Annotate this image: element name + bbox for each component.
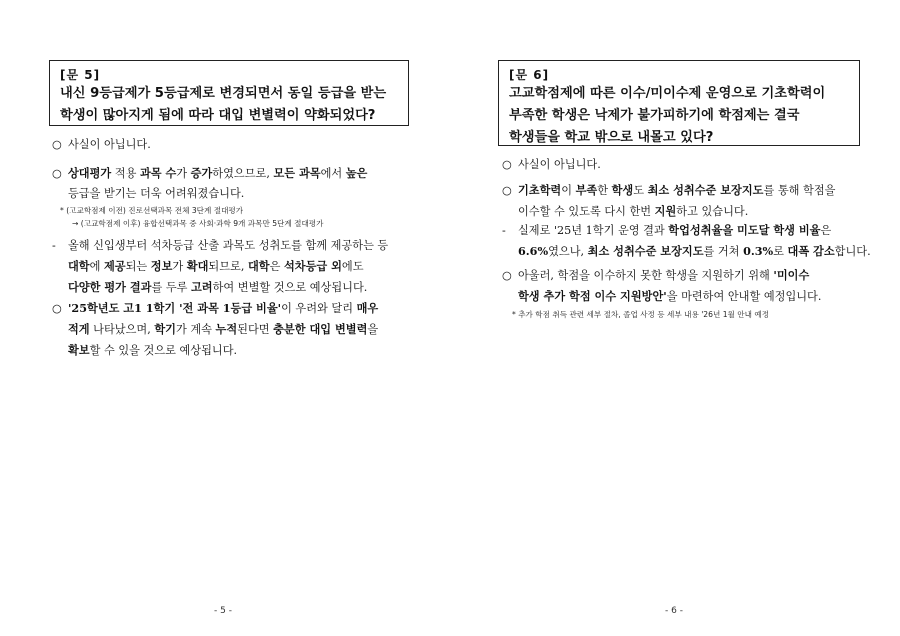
answer-paragraph-4: ○ '25학년도 고1 1학기 '전 과목 1등급 비율'이 우려와 달리 매우 적게 나타났으며, 학기가 계속 누적된다면 충분한 대입 변별력을 확보할 수 있을 것으로 예상됩니다. xyxy=(52,301,379,357)
question-line-1: 고교학점제에 따른 이수/미이수제 운영으로 기초학력이 xyxy=(509,86,826,101)
question-tag: [문 5] xyxy=(60,68,101,82)
footnote-1: * (고교학점제 이전) 진로선택과목 전체 3단계 절대평가 xyxy=(60,206,244,215)
question-line-3: 학생들을 학교 밖으로 내몰고 있다? xyxy=(509,130,714,145)
question-box-6 xyxy=(498,60,860,146)
circle-bullet: ○ xyxy=(502,269,512,282)
question-line-1: 내신 9등급제가 5등급제로 변경되면서 동일 등급을 받는 xyxy=(60,86,387,101)
answer-paragraph-3: - 올해 신입생부터 석차등급 산출 과목도 성취도를 함께 제공하는 등 대학에 제공되는 정보가 확대되므로, 대학은 석차등급 외에도 다양한 평가 결과를 두루 고려하여 변별할 것으로 예상됩니다. xyxy=(52,236,388,298)
footnote-2: → (고교학점제 이후) 융합선택과목 중 사회·과학 9개 과목만 5단계 절대평가 xyxy=(72,219,324,228)
dash-bullet: - xyxy=(52,239,56,252)
answer-paragraph-3: - 실제로 '25년 1학기 운영 결과 학업성취율을 미도달 학생 비율은 6.6%였으나, 최소 성취수준 보장지도를 거쳐 0.3%로 대폭 감소합니다. xyxy=(502,223,871,258)
footnote: * 추가 학점 취득 관련 세부 절차, 졸업 사정 등 세부 내용 '26년 1월 안내 예정 xyxy=(512,310,770,319)
page-6 xyxy=(450,0,900,636)
circle-bullet: ○ xyxy=(502,158,512,171)
question-tag: [문 6] xyxy=(509,68,550,82)
page-number: - 6 - xyxy=(665,606,683,616)
answer-paragraph-2: ○ 상대평가 적용 과목 수가 증가하였으므로, 모든 과목에서 높은 등급을 받기는 더욱 어려워졌습니다. xyxy=(52,166,368,200)
circle-bullet: ○ xyxy=(52,138,62,151)
answer-paragraph-1: ○ 사실이 아닙니다. xyxy=(502,155,601,175)
question-box-5 xyxy=(49,60,409,126)
circle-bullet: ○ xyxy=(502,184,512,197)
page-number: - 5 - xyxy=(214,606,232,616)
circle-bullet: ○ xyxy=(52,302,62,315)
question-line-2: 학생이 많아지게 됨에 따라 대입 변별력이 약화되었다? xyxy=(60,108,376,123)
answer-paragraph-4: ○ 아울러, 학점을 이수하지 못한 학생을 지원하기 위해 '미이수 학생 추가 학점 이수 지원방안'을 마련하여 안내할 예정입니다. xyxy=(502,268,822,303)
question-line-2: 부족한 학생은 낙제가 불가피하기에 학점제는 결국 xyxy=(509,108,800,123)
circle-bullet: ○ xyxy=(52,167,62,180)
dash-bullet: - xyxy=(502,224,506,237)
answer-paragraph-2: ○ 기초학력이 부족한 학생도 최소 성취수준 보장지도를 통해 학점을 이수할 수 있도록 다시 한번 지원하고 있습니다. xyxy=(502,183,836,218)
answer-paragraph-1: ○ 사실이 아닙니다. xyxy=(52,135,151,155)
